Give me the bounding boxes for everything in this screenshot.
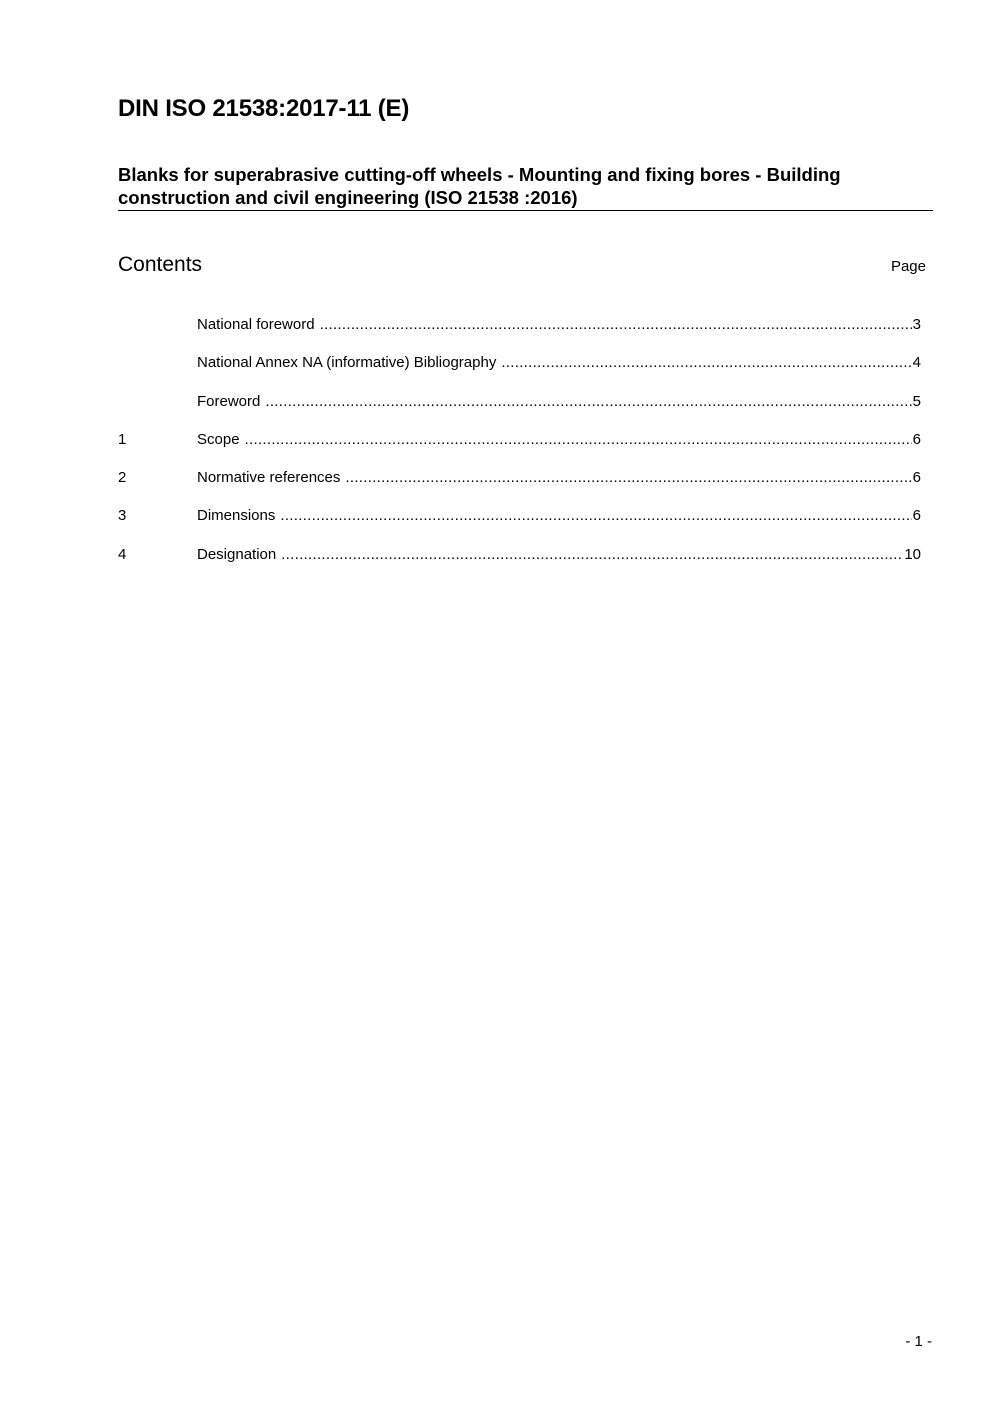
toc-entry-dimensions[interactable] <box>118 506 921 544</box>
toc-entry-national-annex[interactable] <box>118 353 921 391</box>
dot-leader <box>320 315 912 335</box>
document-id: DIN ISO 21538:2017-11 (E) <box>118 95 410 122</box>
page-number: - 1 - <box>905 1333 932 1350</box>
toc-entry-page: 5 <box>912 392 921 410</box>
table-of-contents <box>118 315 921 583</box>
toc-entry-foreword[interactable] <box>118 392 921 430</box>
page-column-label: Page <box>890 258 926 275</box>
toc-entry-normative-references[interactable] <box>118 468 921 506</box>
dot-leader <box>501 353 911 373</box>
toc-entry-page: 3 <box>912 316 921 333</box>
toc-entry-page: 6 <box>912 469 921 487</box>
toc-entry-number: 2 <box>118 469 127 487</box>
toc-entry-title: Foreword <box>197 392 261 410</box>
toc-entry-page: 6 <box>912 507 921 525</box>
toc-entry-number: 4 <box>118 545 127 563</box>
toc-entry-title: Designation <box>197 545 277 563</box>
toc-entry-national-foreword[interactable] <box>118 315 921 353</box>
toc-entry-title: Normative references <box>197 469 341 487</box>
toc-entry-title: National foreword <box>197 316 315 333</box>
toc-entry-number: 3 <box>118 507 127 525</box>
dot-leader <box>281 545 903 565</box>
toc-entry-number: 1 <box>118 430 127 448</box>
document-title: Blanks for superabrasive cutting-off wheels - Mounting and fixing bores - Building construction and civil engineering (ISO 21538 :2016) <box>118 163 933 211</box>
toc-entry-scope[interactable] <box>118 430 921 468</box>
contents-heading: Contents <box>118 253 203 276</box>
toc-entry-title: National Annex NA (informative) Bibliography <box>197 354 497 372</box>
toc-entry-page: 4 <box>912 354 921 372</box>
toc-entry-page: 10 <box>904 545 921 563</box>
dot-leader <box>345 468 911 488</box>
dot-leader <box>245 430 912 450</box>
toc-entry-title: Scope <box>197 430 240 448</box>
toc-entry-title: Dimensions <box>197 507 276 525</box>
dot-leader <box>280 506 911 526</box>
dot-leader <box>265 392 911 412</box>
toc-entry-page: 6 <box>912 430 921 448</box>
toc-entry-designation[interactable] <box>118 545 921 583</box>
